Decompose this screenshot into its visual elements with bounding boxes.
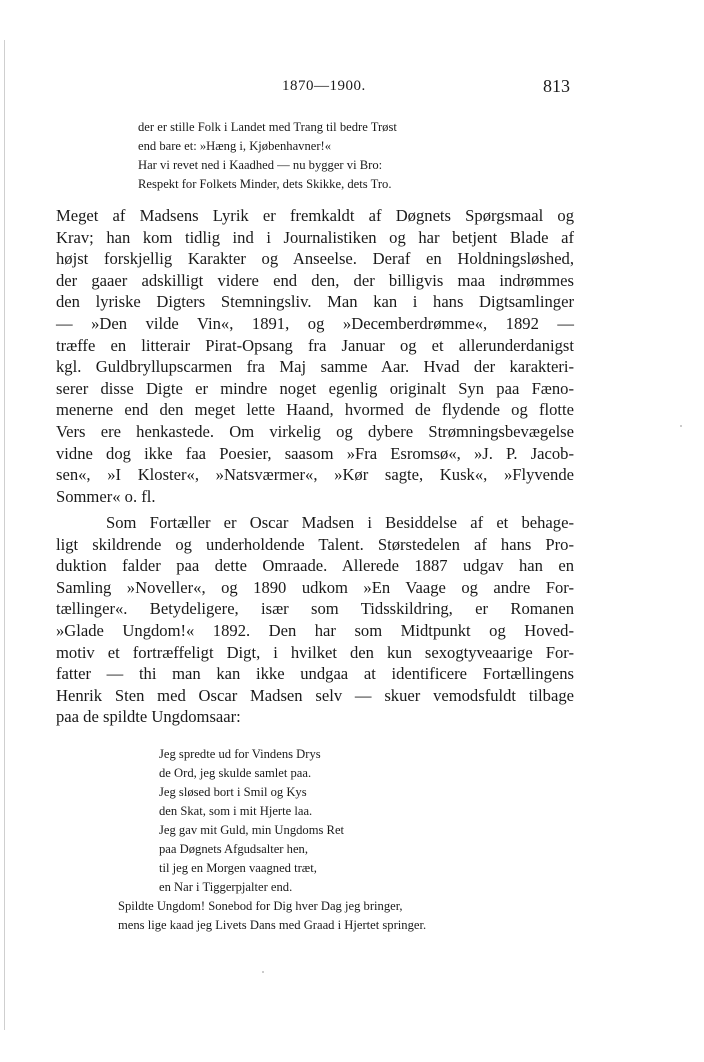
running-title: 1870—1900.: [282, 78, 366, 94]
text-line: sen«, »I Kloster«, »Natsværmer«, »Kør sagte, Kusk«, »Flyvende: [56, 465, 574, 485]
text-line: højst forskjellig Karakter og Anseelse. Deraf en Holdningsløshed,: [56, 249, 574, 269]
page-edge-shadow: [4, 40, 5, 1030]
text-line: Samling »Noveller«, og 1890 udkom »En Vaage og andre For-: [56, 577, 574, 597]
text-line: — »Den vilde Vin«, 1891, og »Decemberdrømme«, 1892 —: [56, 313, 574, 333]
text-line: menerne end den meget lette Haand, hvormed de flydende og flotte: [56, 400, 574, 420]
text-line: »Glade Ungdom!« 1892. Den har som Midtpunkt og Hoved-: [56, 620, 574, 640]
text-line: Sommer« o. fl.: [56, 486, 156, 506]
quote-line: der er stille Folk i Landet med Trang til bedre Trøst: [138, 120, 397, 134]
text-line: træffe en litterair Pirat-Opsang fra Januar og et allerunderdanigst: [56, 335, 574, 355]
text-line: den lyriske Digters Stemningsliv. Man kan i hans Digtsamlinger: [56, 292, 574, 312]
text-line: tællinger«. Betydeligere, især som Tidsskildring, er Romanen: [56, 599, 574, 619]
poem-line: Jeg spredte ud for Vindens Drys: [159, 747, 321, 761]
text-line: paa de spildte Ungdomsaar:: [56, 707, 241, 727]
paper-speck: [262, 971, 264, 973]
quote-line: end bare et: »Hæng i, Kjøbenhavner!«: [138, 139, 332, 153]
text-line: duktion falder paa dette Omraade. Allerede 1887 udgav han en: [56, 556, 574, 576]
poem-line: en Nar i Tiggerpjalter end.: [159, 880, 293, 894]
text-line: motiv et fortræffeligt Digt, i hvilket den kun sexogtyveaarige For-: [56, 642, 574, 662]
text-line: vidne dog ikke faa Poesier, saasom »Fra Esromsø«, »J. P. Jacob-: [56, 443, 574, 463]
poem-line: de Ord, jeg skulde samlet paa.: [159, 766, 312, 780]
paragraph-1: [56, 205, 574, 507]
running-head: [0, 78, 704, 102]
text-line: Meget af Madsens Lyrik er fremkaldt af Døgnets Spørgsmaal og: [56, 206, 574, 225]
poem-line: paa Døgnets Afgudsalter hen,: [159, 842, 308, 856]
text-line: fatter — thi man kan ikke undgaa at identificere Fortællingens: [56, 664, 574, 684]
text-line: serer disse Digte er mindre noget egenlig originalt Syn paa Fæno-: [56, 378, 574, 398]
quote-line: Respekt for Folkets Minder, dets Skikke, dets Tro.: [138, 177, 392, 191]
poem-refrain-line: mens lige kaad jeg Livets Dans med Graad i Hjertet springer.: [118, 918, 427, 932]
quote-top: [138, 118, 397, 194]
poem-line: den Skat, som i mit Hjerte laa.: [159, 804, 313, 818]
paper-speck: [680, 425, 682, 427]
text-line: Krav; han kom tidlig ind i Journalistiken og har betjent Blade af: [56, 227, 574, 247]
poem: [118, 745, 426, 935]
poem-line: til jeg en Morgen vaagned træt,: [159, 861, 317, 875]
text-line: ligt skildrende og underholdende Talent. Størstedelen af hans Pro-: [56, 534, 574, 554]
poem-refrain-line: Spildte Ungdom! Sonebod for Dig hver Dag jeg bringer,: [118, 899, 403, 913]
text-line: der gaaer adskilligt videre end den, der billigvis maa indrømmes: [56, 270, 574, 290]
poem-line: Jeg gav mit Guld, min Ungdoms Ret: [159, 823, 345, 837]
text-line: Henrik Sten med Oscar Madsen selv — skuer vemodsfuldt tilbage: [56, 685, 574, 705]
page-number: 813: [543, 76, 570, 96]
text-line: kgl. Guldbryllupscarmen fra Maj samme Aar. Hvad der karakteri-: [56, 357, 574, 377]
poem-line: Jeg sløsed bort i Smil og Kys: [159, 785, 307, 799]
text-line: Som Fortæller er Oscar Madsen i Besiddelse af et behage-: [106, 513, 574, 532]
quote-line: Har vi revet ned i Kaadhed — nu bygger vi Bro:: [138, 158, 383, 172]
text-line: Vers ere henkastede. Om virkelig og dybere Strømningsbevægelse: [56, 421, 574, 441]
paragraph-2: [56, 512, 574, 728]
